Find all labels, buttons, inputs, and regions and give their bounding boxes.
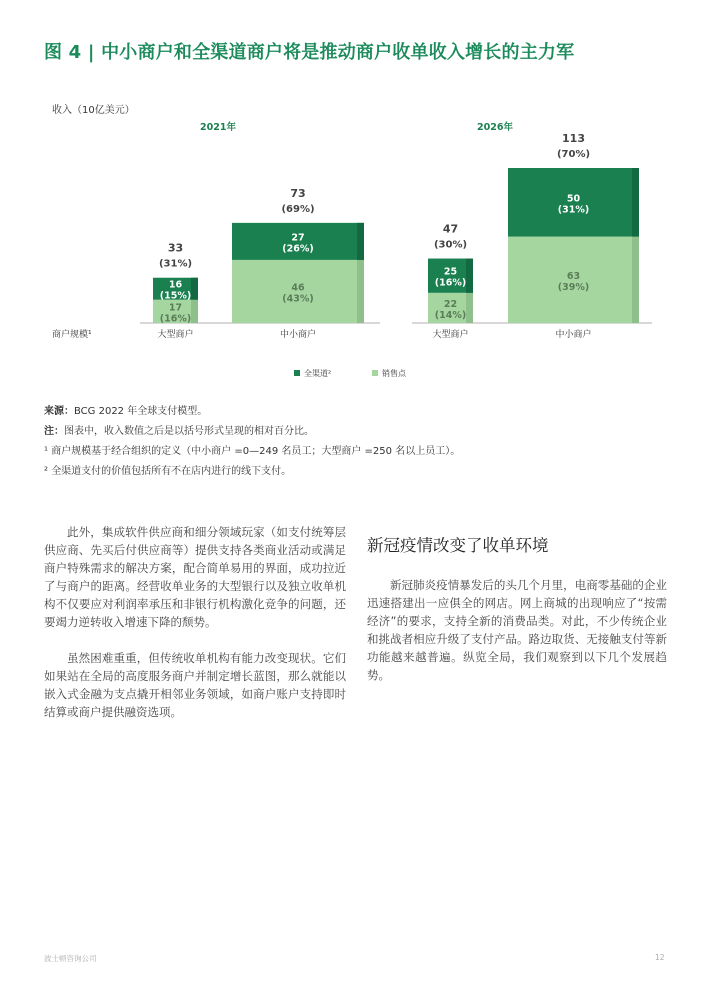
left-paragraph-1: 此外，集成软件供应商和细分领域玩家（如支付统筹层供应商、先买后付供应商等）提供支持各类商业活动或满足商户特殊需求的解决方案，配合简单易用的界面，成功拉近了与商户的距离。经营收单业务的大型银行以及独立收单机构不仅要应对利润率承压和非银行机构激化竞争的问题，还要竭力逆转收入增速下降的颓势。 xyxy=(44,525,346,629)
note-label: 注： xyxy=(44,426,64,437)
legend-swatch-pos xyxy=(372,370,378,376)
category-label-2021-1: 中小商户 xyxy=(279,330,317,340)
page-number: 12 xyxy=(655,953,665,962)
y-axis-label: 收入（10亿美元） xyxy=(52,105,135,116)
left-paragraph-2: 虽然困难重重，但传统收单机构有能力改变现状。它们如果站在全局的高度服务商户并制定增长蓝图，那么就能以嵌入式金融为支点撬开相邻业务领域，如商户账户支持即时结算或商户提供融资选项。 xyxy=(44,651,346,719)
label-total-2021-0: 33 xyxy=(167,241,184,255)
figure-title: 图 4 | 中小商户和全渠道商户将是推动商户收单收入增长的主力军 xyxy=(44,42,575,63)
source-label: 来源： xyxy=(44,406,74,417)
panel-title-2026: 2026年 xyxy=(477,122,513,133)
source-note xyxy=(44,402,207,417)
label-total-2026-0: 47 xyxy=(442,222,459,236)
label-omni-share-2021-1: (26%) xyxy=(282,243,314,255)
panel-title-2021: 2021年 xyxy=(200,122,236,133)
label-pos-value-2026-1: 63 xyxy=(566,270,581,282)
label-pos-value-2026-0: 22 xyxy=(443,298,458,310)
right-column xyxy=(367,576,667,684)
chart-note xyxy=(44,422,314,437)
legend-label-omni: 全渠道² xyxy=(304,369,332,378)
category-label-2021-0: 大型商户 xyxy=(157,330,194,340)
label-total-share-2021-0: (31%) xyxy=(158,258,193,270)
label-pos-value-2021-1: 46 xyxy=(291,282,305,294)
label-omni-value-2021-1: 27 xyxy=(291,232,305,244)
category-label-2026-0: 大型商户 xyxy=(432,330,469,340)
section-heading: 新冠疫情改变了收单环境 xyxy=(367,536,549,555)
bar-pos-shade-2021-1 xyxy=(357,260,364,323)
bar-omni-shade-2021-0 xyxy=(191,278,198,300)
row-axis-label: 商户规模¹ xyxy=(52,330,92,340)
bar-pos-shade-2026-0 xyxy=(466,293,473,323)
bar-omni-shade-2021-1 xyxy=(357,223,364,260)
stacked-bar-chart xyxy=(0,0,710,400)
bar-pos-shade-2026-1 xyxy=(632,237,639,323)
label-pos-value-2021-0: 17 xyxy=(168,302,183,314)
footnote-1: ¹ 商户规模基于经合组织的定义（中小商户 =0—249 名员工；大型商户 =250 名以上员工）。 xyxy=(44,446,461,457)
label-omni-value-2021-0: 16 xyxy=(168,279,183,291)
label-omni-share-2021-0: (15%) xyxy=(159,290,192,302)
note-text: 图表中，收入数值之后是以括号形式呈现的相对百分比。 xyxy=(64,426,314,437)
label-pos-share-2026-1: (39%) xyxy=(557,281,590,293)
left-column xyxy=(44,523,346,721)
label-total-share-2021-1: (69%) xyxy=(281,203,315,215)
label-pos-share-2021-1: (43%) xyxy=(282,293,314,305)
source-text: BCG 2022 年全球支付模型。 xyxy=(74,406,208,417)
label-omni-share-2026-0: (16%) xyxy=(434,277,467,289)
legend-label-pos: 销售点 xyxy=(382,369,406,378)
label-total-share-2026-0: (30%) xyxy=(433,239,468,251)
bar-omni-shade-2026-0 xyxy=(466,259,473,293)
bar-omni-shade-2026-1 xyxy=(632,168,639,237)
label-total-2026-1: 113 xyxy=(562,132,585,145)
label-omni-value-2026-1: 50 xyxy=(566,193,581,205)
label-total-2021-1: 73 xyxy=(290,186,306,200)
category-label-2026-1: 中小商户 xyxy=(555,330,592,340)
label-omni-share-2026-1: (31%) xyxy=(557,204,590,216)
label-omni-value-2026-0: 25 xyxy=(443,266,458,278)
bar-pos-shade-2021-0 xyxy=(191,300,198,323)
right-paragraph-1: 新冠肺炎疫情暴发后的头几个月里，电商零基础的企业迅速搭建出一应俱全的网店。网上商城的出现响应了“按需经济”的要求，支持全新的消费品类。对此，不少传统企业和挑战者相应升级了支付产品。路边取货、无接触支付等新功能越来越普遍。纵览全局，我们观察到以下几个发展趋势。 xyxy=(367,578,667,682)
label-pos-share-2021-0: (16%) xyxy=(159,313,192,325)
legend-swatch-omni xyxy=(294,370,300,376)
footnote-2: ² 全渠道支付的价值包括所有不在店内进行的线下支付。 xyxy=(44,466,292,477)
label-pos-share-2026-0: (14%) xyxy=(434,309,467,321)
label-total-share-2026-1: (70%) xyxy=(556,149,591,160)
footer-company: 波士顿咨询公司 xyxy=(44,954,97,963)
